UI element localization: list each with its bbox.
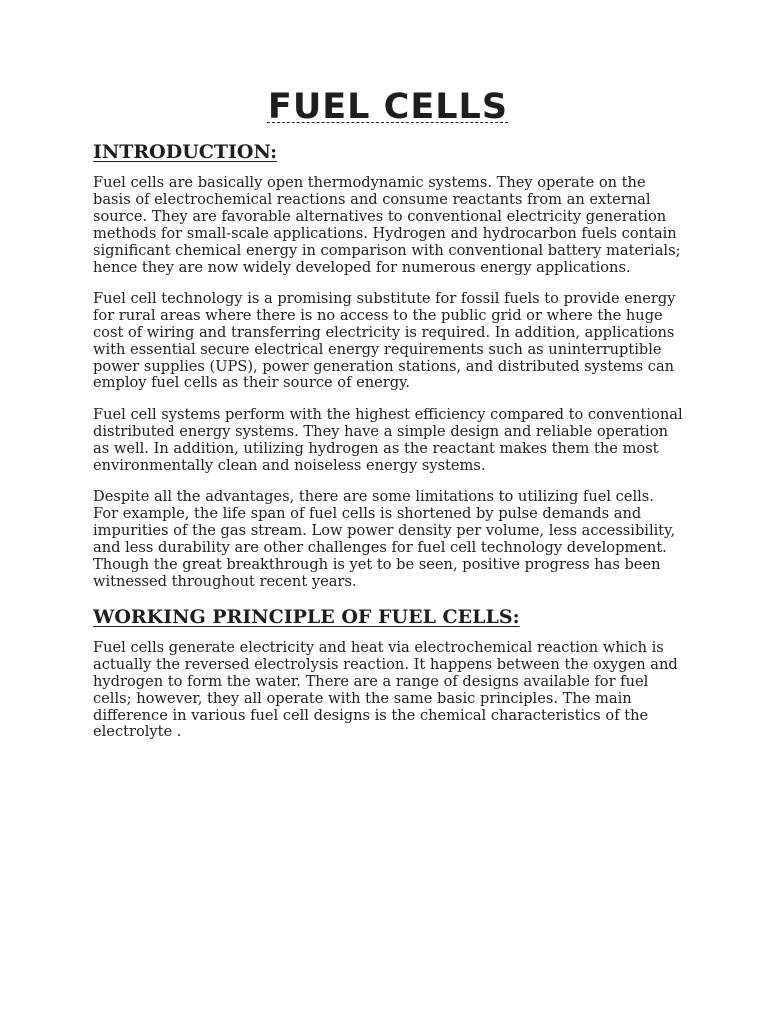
section-introduction — [93, 140, 683, 590]
section-working-principle — [93, 605, 683, 741]
paragraph: Fuel cells generate electricity and heat via electrochemical reaction which is actually the reversed electrolysis reaction. It happens between the oxygen and hydrogen to form the water. There are a range of designs available for fuel cells; however, they all operate with the same basic principles. The main difference in various fuel cell designs is the chemical characteristics of the electrolyte . — [93, 638, 678, 741]
paragraph: Fuel cell technology is a promising substitute for fossil fuels to provide energy for rural areas where there is no access to the public grid or where the huge cost of wiring and transferring electricity is required. In addition, applications with essential secure electrical energy requirements such as uninterruptible power supplies (UPS), power generation stations, and distributed systems can employ fuel cells as their source of energy. — [93, 289, 676, 392]
section-heading-introduction: INTRODUCTION: — [93, 141, 278, 163]
paragraph: Fuel cell systems perform with the highest efficiency compared to conventional distributed energy systems. They have a simple design and reliable operation as well. In addition, utilizing hydrogen as the reactant makes them the most environmentally clean and noiseless energy systems. — [93, 405, 683, 474]
paragraph: Despite all the advantages, there are some limitations to utilizing fuel cells. For example, the life span of fuel cells is shortened by pulse demands and impurities of the gas stream. Low power density per volume, less accessibility, and less durability are other challenges for fuel cell technology development. Though the great breakthrough is yet to be seen, positive progress has been witnessed throughout recent years. — [93, 488, 676, 590]
document-title — [93, 88, 683, 126]
document-page — [93, 88, 683, 756]
document-title-text: FUEL CELLS — [267, 87, 509, 127]
paragraph: Fuel cells are basically open thermodynamic systems. They operate on the basis of electrochemical reactions and consume reactants from an external source. They are favorable alternatives to conventional electricity generation methods for small-scale applications. Hydrogen and hydrocarbon fuels contain significant chemical energy in comparison with conventional battery materials; hence they are now widely developed for numerous energy applications. — [93, 174, 681, 276]
section-heading-working-principle: WORKING PRINCIPLE OF FUEL CELLS: — [93, 605, 520, 628]
